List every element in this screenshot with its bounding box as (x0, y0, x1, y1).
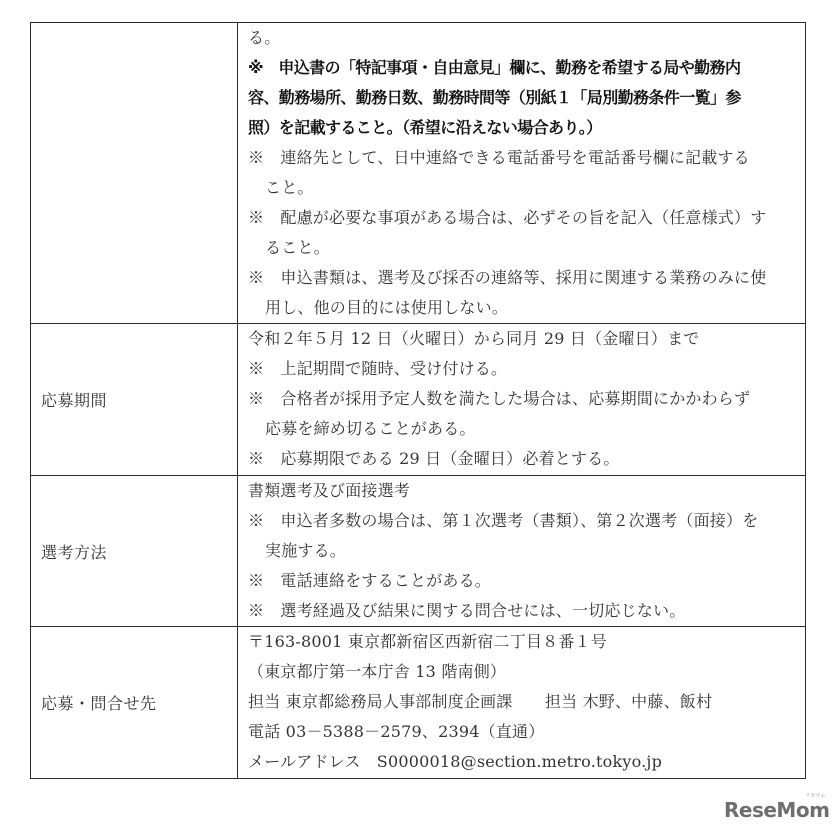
row-label-contact: 応募・問合せ先 (31, 627, 238, 779)
building-line: （東京都庁第一本庁舎 13 階南側） (248, 662, 507, 681)
note-line-continued: 応募を締め切ることがある。 (265, 419, 476, 438)
text-line: る。 (248, 28, 281, 47)
application-period-cell (238, 324, 806, 476)
selection-method-cell (238, 476, 806, 627)
note-line: ※ 申込者多数の場合は、第１次選考（書類）、第２次選考（面接）を (248, 511, 759, 530)
note-line: ※ 選考経過及び結果に関する問合せには、一切応じない。 (248, 601, 686, 620)
bold-note-line: ※ 申込書の「特記事項・自由意見」欄に、勤務を希望する局や勤務内 (248, 58, 741, 77)
note-line: ※ 配慮が必要な事項がある場合は、必ずその旨を記入（任意様式）す (248, 208, 767, 227)
table-row (31, 23, 806, 324)
department-line: 担当 東京都総務局人事部制度企画課 担当 木野、中藤、飯村 (248, 692, 713, 711)
logo-text: ReseMom (724, 798, 830, 822)
contact-cell (238, 627, 806, 779)
note-line-continued: こと。 (265, 178, 314, 197)
note-line: ※ 電話連絡をすることがある。 (248, 571, 492, 590)
row-label-selection-method: 選考方法 (31, 476, 238, 627)
period-dates-line: 令和２年５月 12 日（火曜日）から同月 29 日（金曜日）まで (248, 329, 700, 348)
phone-line: 電話 03－5388－2579、2394（直通） (248, 722, 545, 741)
note-line: ※ 合格者が採用予定人数を満たした場合は、応募期間にかかわらず (248, 389, 751, 408)
table-row (31, 324, 806, 476)
application-notes-cell (238, 23, 806, 324)
note-line: ※ 連絡先として、日中連絡できる電話番号を電話番号欄に記載する (248, 148, 750, 167)
note-line-continued: 実施する。 (265, 541, 347, 560)
table-row (31, 476, 806, 627)
row-label-application-period: 応募期間 (31, 324, 238, 476)
email-line: メールアドレス S0000018@section.metro.tokyo.jp (248, 752, 663, 771)
note-line-continued: ること。 (265, 238, 330, 257)
note-line: ※ 上記期間で随時、受け付ける。 (248, 359, 508, 378)
row-label-empty (31, 23, 238, 324)
table-row (31, 627, 806, 779)
recruitment-info-table (30, 22, 806, 779)
note-line: ※ 応募期限である 29 日（金曜日）必着とする。 (248, 449, 620, 468)
postal-address-line: 〒163-8001 東京都新宿区西新宿二丁目８番１号 (248, 632, 607, 651)
resemom-logo (724, 793, 830, 822)
method-summary-line: 書類選考及び面接選考 (248, 481, 411, 500)
logo-kana: リセマム (805, 793, 826, 799)
bold-note-line: 照）を記載すること。（希望に沿えない場合あり。） (248, 118, 602, 137)
note-line-continued: 用し、他の目的には使用しない。 (265, 298, 509, 317)
note-line: ※ 申込書類は、選考及び採否の連絡等、採用に関連する業務のみに使 (248, 268, 767, 287)
bold-note-line: 容、勤務場所、勤務日数、勤務時間等（別紙１「局別勤務条件一覧」参 (248, 88, 741, 107)
